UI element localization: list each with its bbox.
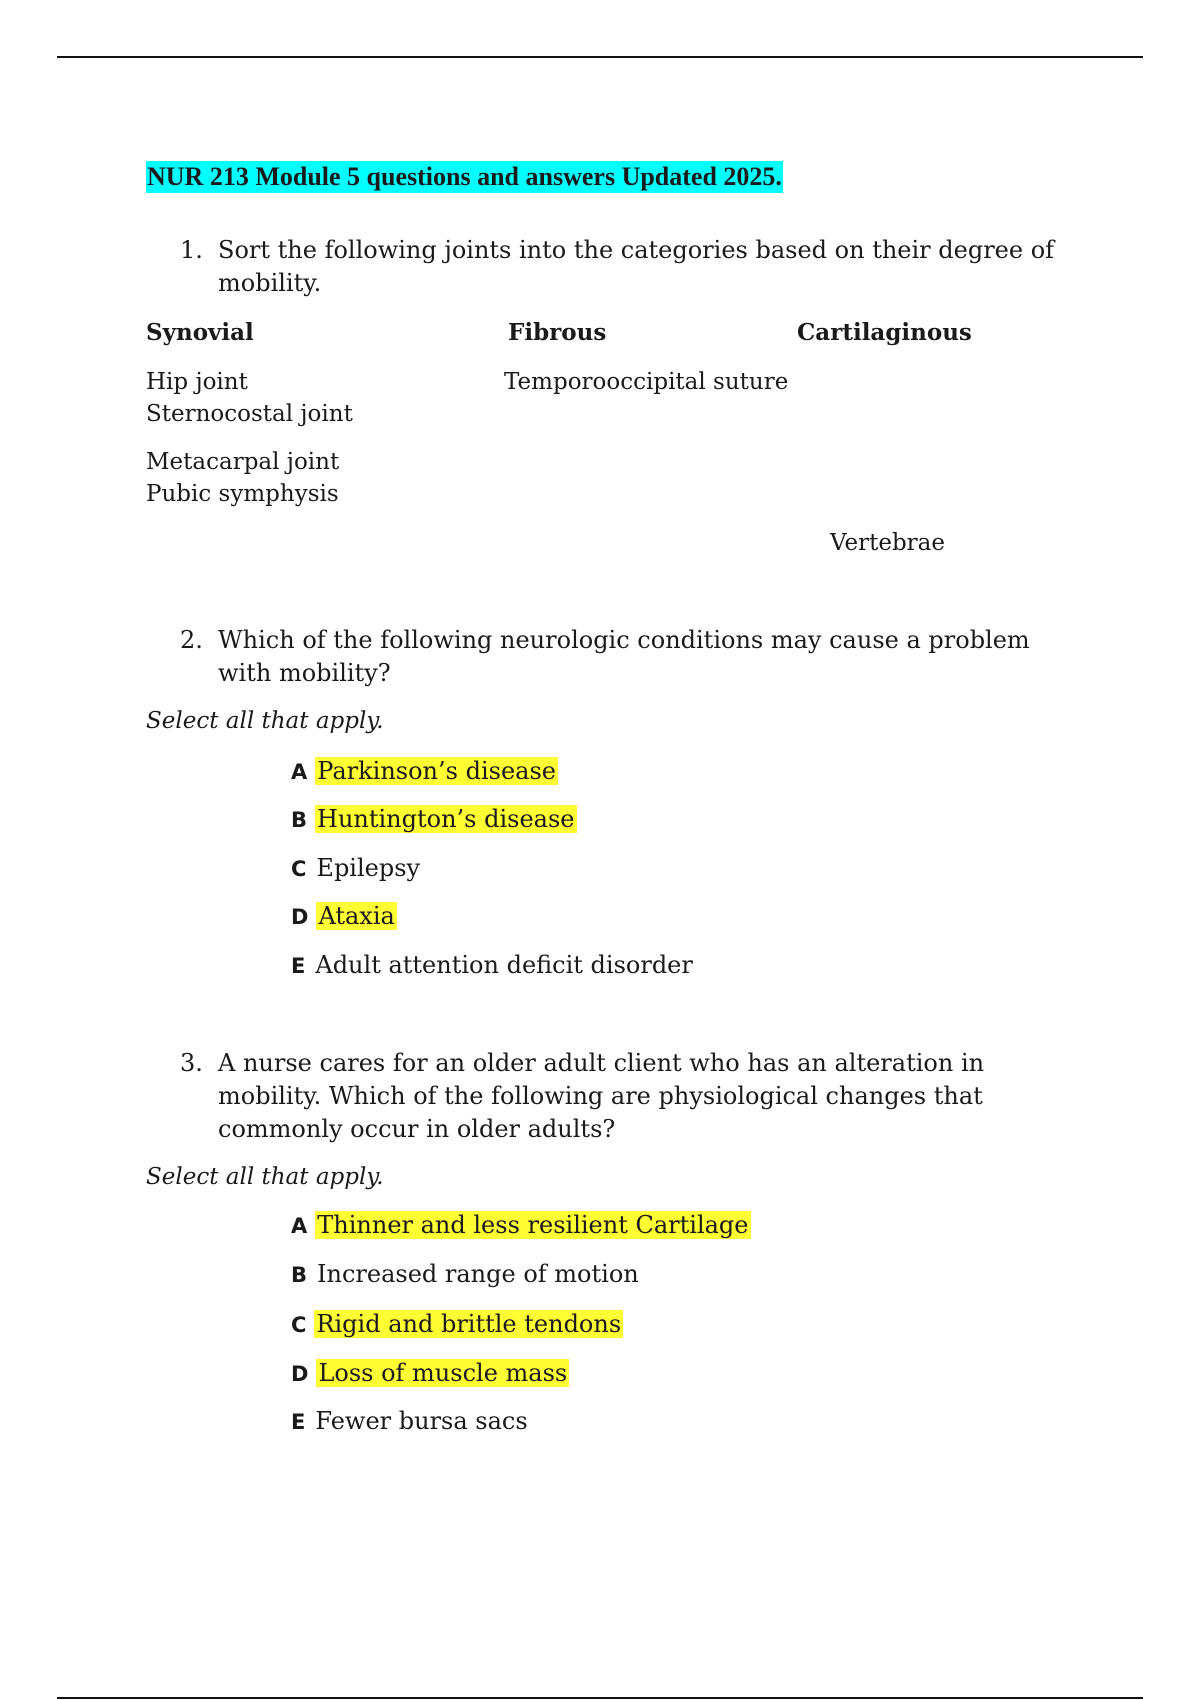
option-letter: C — [291, 857, 307, 881]
column-header-synovial: Synovial — [146, 319, 254, 346]
synovial-item: Metacarpal joint — [146, 449, 340, 475]
answer-option[interactable] — [291, 853, 422, 884]
option-letter: E — [291, 1410, 306, 1434]
question-2 — [180, 624, 1080, 690]
option-letter: B — [291, 808, 308, 832]
footer-rule — [57, 1697, 1143, 1699]
option-text: Ataxia — [318, 902, 395, 930]
option-text: Parkinson’s disease — [317, 757, 556, 785]
question-text: Sort the following joints into the categories based on their degree of mobility. — [218, 236, 1055, 297]
answer-option[interactable] — [291, 901, 397, 932]
question-text: A nurse cares for an older adult client who has an alteration in mobility. Which of the following are physiological changes that commonly occur in older adults? — [218, 1049, 985, 1143]
option-letter: A — [291, 1214, 308, 1238]
question-number: 3. — [180, 1049, 203, 1077]
fibrous-item: Temporooccipital suture — [504, 369, 789, 395]
synovial-item: Hip joint — [146, 369, 248, 395]
option-text: Huntington’s disease — [317, 805, 575, 833]
synovial-item: Pubic symphysis — [146, 481, 339, 507]
answer-option[interactable] — [291, 756, 558, 787]
option-text: Increased range of motion — [317, 1260, 639, 1288]
question-1 — [180, 234, 1080, 300]
option-text: Fewer bursa sacs — [315, 1407, 528, 1435]
cartilaginous-item: Vertebrae — [830, 530, 945, 556]
document-title: NUR 213 Module 5 questions and answers Updated 2025. — [147, 162, 782, 191]
answer-option[interactable] — [291, 1406, 530, 1437]
question-3 — [180, 1047, 1080, 1146]
select-all-note: Select all that apply. — [146, 1164, 384, 1190]
option-letter: C — [291, 1313, 307, 1337]
question-number: 2. — [180, 626, 203, 654]
option-text: Loss of muscle mass — [318, 1359, 568, 1387]
column-header-cartilaginous: Cartilaginous — [797, 319, 972, 346]
synovial-item: Sternocostal joint — [146, 401, 353, 427]
option-letter: E — [291, 954, 306, 978]
option-text: Rigid and brittle tendons — [316, 1310, 622, 1338]
question-text: Which of the following neurologic conditions may cause a problem with mobility? — [218, 626, 1030, 687]
select-all-note: Select all that apply. — [146, 708, 384, 734]
option-letter: D — [291, 905, 309, 929]
option-text: Epilepsy — [316, 854, 421, 882]
option-letter: B — [291, 1263, 308, 1287]
answer-option[interactable] — [291, 950, 695, 981]
option-text: Thinner and less resilient Cartilage — [317, 1211, 749, 1239]
option-letter: A — [291, 760, 308, 784]
answer-option[interactable] — [291, 1358, 569, 1389]
answer-option[interactable] — [291, 804, 577, 835]
question-number: 1. — [180, 236, 203, 264]
option-text: Adult attention deficit disorder — [315, 951, 693, 979]
answer-option[interactable] — [291, 1309, 623, 1340]
header-rule — [57, 56, 1143, 58]
option-letter: D — [291, 1362, 309, 1386]
answer-option[interactable] — [291, 1259, 641, 1290]
column-header-fibrous: Fibrous — [508, 319, 607, 346]
answer-option[interactable] — [291, 1210, 751, 1241]
